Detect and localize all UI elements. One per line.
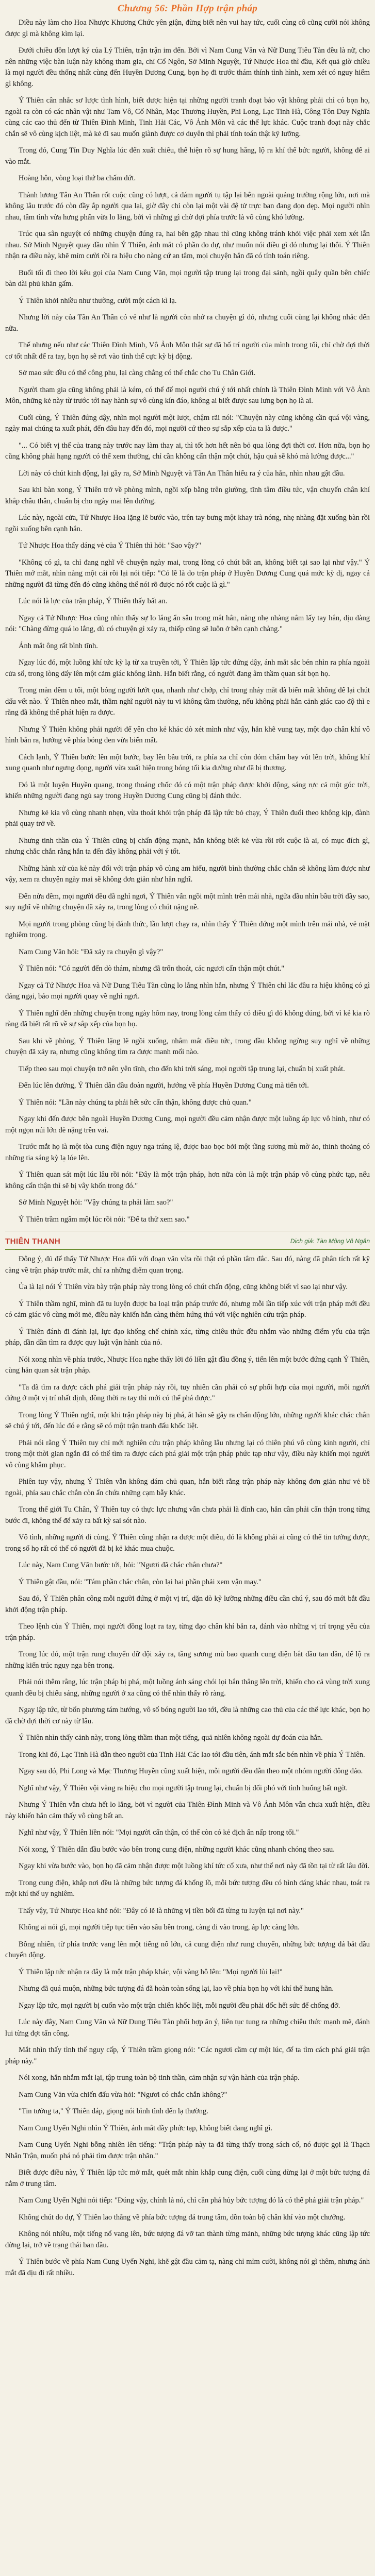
- chapter-body-part-2: [5, 1254, 370, 2279]
- paragraph: Theo lệnh của Ý Thiên, mọi người đồng loạt ra tay, từng đạo chân khí bắn ra, đánh vào những vị trí trọng yếu của trận pháp.: [5, 1622, 370, 1642]
- paragraph: Ngay lập tức, từ bốn phương tám hướng, vô số bóng người lao tới, đều là những cao thủ của các thế lực khác, bọn họ đã chờ đợi thời cơ này từ lâu.: [5, 1706, 370, 1725]
- paragraph: Tiếp theo sau mọi chuyện trở nên yên tĩnh, cho đến khi trời sáng, mọi người tập trung lại, chuẩn bị xuất phát.: [19, 1064, 345, 1073]
- paragraph: Sau khi về phòng, Ý Thiên lặng lẽ ngồi xuống, nhắm mắt điều tức, trong đầu không ngừng suy nghĩ về những chuyện đã xảy ra, nhưng cũng không tìm ra được manh mối nào.: [5, 1037, 370, 1056]
- paragraph: Diều này làm cho Hoa Nhược Khương Chức yên giận, đừng biết nên vui hay tức, cuối cùng cô cũng cười nói không được gì mà không kìm lại.: [5, 19, 370, 38]
- paragraph: Nghĩ như vậy, Ý Thiên vội vàng ra hiệu cho mọi người tập trung lại, chuẩn bị đối phó với tình huống bất ngờ.: [19, 1784, 347, 1792]
- paragraph: Nam Cung Uyển Nghi nói tiếp: "Đúng vậy, chính là nó, chỉ cần phá hủy bức tượng đó là có thể phá giải trận pháp.": [19, 2196, 364, 2205]
- paragraph: Trong lòng Ý Thiên nghĩ, một khi trận pháp này bị phá, ắt hẳn sẽ gây ra chấn động lớn, những người khác chắc chắn sẽ chú ý tới, đến lúc đó e rằng sẽ có một trận tranh đấu khốc liệt.: [5, 1411, 370, 1430]
- paragraph: Ý Thiên lập tức nhận ra đây là một trận pháp khác, vội vàng hô lên: "Mọi người lùi lại!": [19, 1968, 283, 1976]
- paragraph: Trong màn đêm u tối, một bóng người lướt qua, nhanh như chớp, chỉ trong nháy mắt đã biến mất không để lại chút dấu vết nào. Ý Thiên nheo mắt, thầm nghĩ người này tu vi không tầm thường, nếu không phải hắn cảnh giác cao độ thì e rằng đã không thể phát hiện ra được.: [5, 686, 370, 717]
- paragraph: Ý Thiên trầm ngâm một lúc rồi nói: "Để ta thử xem sao.": [19, 1215, 190, 1224]
- paragraph: Đông ý, đủ để thấy Tứ Nhược Hoa đối với đoạn văn vừa rồi thật có phần tâm đắc. Sau đó, nàng đã phân tích rất kỹ càng về trận pháp trước mắt, chỉ ra những điểm quan trọng.: [5, 1255, 370, 1275]
- paragraph: Lúc nói là lực của trận pháp, Ý Thiên thấy bất an.: [19, 597, 168, 605]
- paragraph: Sở mao sức đều có thể công phu, lại càng chẳng có thể chắc cho Tu Chân Giới.: [19, 369, 256, 377]
- paragraph: Không ai nói gì, mọi người tiếp tục tiến vào sâu bên trong, càng đi vào trong, áp lực càng lớn.: [19, 1923, 300, 1931]
- paragraph: Đó là một luyện Huyền quang, trong thoáng chốc đó có một trận pháp được khởi động, sáng rực cả một góc trời, khiến những người đang ngủ say trong Huyền Dương Cung cũng bị đánh thức.: [5, 781, 370, 800]
- paragraph: "Tin tưởng ta," Ý Thiên đáp, giọng nói bình tĩnh đến lạ thường.: [19, 2107, 208, 2115]
- paragraph: Sau khi bàn xong, Ý Thiên trở về phòng mình, ngồi xếp bằng trên giường, tĩnh tâm điều tức, vận chuyển chân khí khắp châu thân, chuẩn bị cho ngày mai lên đường.: [5, 486, 370, 505]
- paragraph: Lúc này đây, Nam Cung Văn và Nữ Dung Tiêu Tàn phối hợp ăn ý, liên tục tung ra những chiêu thức mạnh mẽ, đánh lui từng đợt tấn công.: [5, 2018, 370, 2038]
- paragraph: Lúc này, Nam Cung Văn bước tới, hỏi: "Ngươi đã chắc chắn chưa?": [19, 1561, 223, 1569]
- chapter-title: Chương 56: Phần Hợp trận pháp: [117, 3, 258, 14]
- paragraph: Nam Cung Văn vừa chiến đấu vừa hỏi: "Ngươi có chắc chắn không?": [19, 2090, 227, 2099]
- paragraph: Đến nửa đêm, mọi người đều đã nghỉ ngơi, Ý Thiên vẫn ngồi một mình trên mái nhà, ngửa đầu nhìn bầu trời đầy sao, suy nghĩ về những chuyện đã xảy ra, trong lòng có chút nặng nề.: [5, 892, 370, 911]
- paragraph: Ngay cả Tứ Nhược Hoa và Nữ Dung Tiêu Tàn cũng lo lắng nhìn hắn, nhưng Ý Thiên chỉ lắc đầu ra hiệu không có gì đáng ngại, bảo mọi người quay về nghỉ ngơi.: [5, 981, 370, 1001]
- site-logo-text: THIÊN THANH: [5, 1236, 61, 1246]
- paragraph: "... Có biết vị thế của trang này trước nay làm thay ai, thì tốt hơn hết nên bỏ qua lòng đợi thời cơ. Hơn nữa, bọn họ cũng không phải hạng người có thể xem thường, chỉ cần không cẩn thận một chút, hậu quả sẽ khó mà lường được...": [5, 441, 370, 461]
- paragraph: Ý Thiên thầm nghĩ, mình đã tu luyện được ba loại trận pháp trước đó, nhưng mỗi lần tiếp xúc với trận pháp mới đều có cảm giác vô cùng mới mẻ, điều này khiến hắn càng thêm hứng thú với việc nghiên cứu trận pháp.: [5, 1299, 370, 1319]
- paragraph: Nam Cung Uyển Nghi nhìn Ý Thiên, ánh mắt đầy phức tạp, không biết đang nghĩ gì.: [19, 2124, 273, 2132]
- paragraph: Thế nhưng nếu như các Thiên Đình Minh, Vô Ảnh Môn thật sự đã bố trí người của mình trong tối, chỉ chờ đợi thời cơ tốt nhất để ra tay, bọn họ sẽ rơi vào tình thế cực kỳ bị động.: [5, 341, 370, 361]
- paragraph: Ngay lập tức, mọi người bị cuốn vào một trận chiến khốc liệt, mỗi người đều phải dốc hết sức để chống đỡ.: [19, 2001, 340, 2010]
- paragraph: Đưới chiều đồn lượt ký của Lý Thiên, trận trận im đến. Bởi vì Nam Cung Văn và Nữ Dung Tiêu Tàn đều là nữ, cho nên những việc bàn luận này không tham gia, chỉ Cổ Ngôn, Sở Minh Nguyệt, Tứ Nhược Hoa thì đầu, Kết quả giờ chiều là mọi người đều thống nhất cùng đến Huyền Dương Cung, bọn họ đi trước thám thính tình hình, xem xét có nguy hiểm gì không.: [5, 46, 370, 88]
- paragraph: Nhưng lời này của Tần An Thân có vẻ như là người còn nhớ ra chuyện gì đó, nhưng cuối cùng lại không nhắc đến nữa.: [5, 313, 370, 333]
- paragraph: Trong khi đó, Lạc Tinh Hà dẫn theo người của Tinh Hải Các lao tới đầu tiên, ánh mắt sắc bén nhìn về phía Ý Thiên.: [19, 1750, 365, 1759]
- paragraph: "Không có gì, ta chỉ đang nghĩ về chuyện ngày mai, trong lòng có chút bất an, không biết tại sao lại như vậy." Ý Thiên mở mắt, nhìn nàng một cái rồi lại nói tiếp: "Có lẽ là do trận pháp ở Huyền Dương Cung quá mức kỳ dị, ngay cả những người đã từng đến đó cũng không thể nói rõ được nó rốt cuộc là gì.": [5, 558, 370, 589]
- paragraph: Lời này có chút kinh động, lại gầy ra, Sở Minh Nguyệt và Tần An Thân hiểu ra ý của hắn, nhìn nhau gật đầu.: [19, 469, 345, 478]
- paragraph: Nhưng Ý Thiên không phải người để yên cho kẻ khác dò xét mình như vậy, hắn khẽ vung tay, một đạo chân khí vô hình bắn ra, hướng về phía bóng đen vừa biến mất.: [5, 725, 370, 744]
- paragraph: Buổi tối đi theo lời kêu gọi của Nam Cung Văn, mọi người tập trung lại trong đại sảnh, ngồi quây quần bên chiếc bàn dài phủ khăn gấm.: [5, 268, 370, 288]
- paragraph: Ý Thiên cân nhắc sơ lược tình hình, biết được hiện tại những người tranh đoạt bảo vật không phải chỉ có bọn họ, ngoài ra còn có các nhân vật như Tam Vô, Cố Nhân, Mạc Thương Huyền, Phi Long, Lạc Tinh Hà, Công Tôn Duy Nghĩa cùng các cao thủ đến từ Thiên Đình Minh, Tinh Hải Các, Vô Ảnh Môn và các thế lực khác. Cuộc tranh đoạt này chắc chắn sẽ vô cùng kịch liệt, mà kẻ đi sau muốn giành được cơ duyên thì phải tính toán thật kỹ lưỡng.: [5, 96, 370, 138]
- paragraph: Đến lúc lên đường, Ý Thiên dẫn đầu đoàn người, hướng về phía Huyền Dương Cung mà tiến tới.: [19, 1081, 309, 1090]
- paragraph: Nhưng kẻ kia vô cùng nhanh nhẹn, vừa thoát khỏi trận pháp đã lập tức bỏ chạy, Ý Thiên đuổi theo không kịp, đành phải quay trở về.: [5, 808, 370, 828]
- paragraph: Thành lương Tân An Thân rốt cuộc cũng có lượt, cả đám người tụ tập lại bên ngoài quảng trường rộng lớn, nơi mà không lâu trước đó còn đầy ắp người qua lại, giờ đây chỉ còn lại một vài đệ tử trực ban đang dọn dẹp. Mọi người nhìn nhau, tâm tình vừa hưng phấn vừa lo lắng, bởi vì những gì chờ đợi phía trước là vô cùng khó lường.: [5, 191, 370, 222]
- paragraph: Ý Thiên gật đầu, nói: "Tám phần chắc chắn, còn lại hai phần phải xem vận may.": [19, 1578, 262, 1586]
- paragraph: Nhưng đã quá muộn, những bức tượng đá đã hoàn toàn sống lại, lao về phía bọn họ với khí thế hung hãn.: [19, 1985, 334, 1993]
- paragraph: Tứ Nhược Hoa thấy dáng vẻ của Ý Thiên thì hỏi: "Sao vậy?": [19, 541, 201, 550]
- paragraph: Những hành xử của kẻ này đối với trận pháp vô cùng am hiểu, người bình thường chắc chắn sẽ không làm được như vậy, xem ra chuyện ngày mai sẽ không đơn giản như hắn nghĩ.: [5, 864, 370, 884]
- paragraph: Trong cung điện, khắp nơi đều là những bức tượng đá khổng lồ, mỗi bức tượng đều có hình dáng khác nhau, toát ra một khí thế uy nghiêm.: [5, 1878, 370, 1898]
- paragraph: Trúc qua sân nguyệt có những chuyện đúng ra, hai bên gặp nhau thì cũng không tránh khỏi việc phải xem xét lẫn nhau. Sở Minh Nguyệt quay đầu nhìn Ý Thiên, ánh mắt có phần do dự, như muốn nói điều gì đó nhưng lại thôi. Ý Thiên nhận ra điều này, khẽ mỉm cười rồi ra hiệu cho nàng cứ an tâm, mọi chuyện hắn đã có tính toán riêng.: [5, 230, 370, 260]
- paragraph: Trong thế giới Tu Chân, Ý Thiên tuy có thực lực nhưng vẫn chưa phải là đỉnh cao, hắn cần phải cẩn thận trong từng bước đi, không thể để xảy ra bất kỳ sai sót nào.: [5, 1505, 370, 1525]
- paragraph: Trong đó, Cung Tín Duy Nghĩa lúc đến xuất chiêu, thể hiện rõ sự hung hăng, lộ ra khí thế bức người, không để ai vào mắt.: [5, 146, 370, 166]
- paragraph: Trước mắt họ là một tòa cung điện nguy nga tráng lệ, được bao bọc bởi một tầng sương mù mờ ảo, thỉnh thoảng có những tia sáng kỳ lạ lóe lên.: [5, 1143, 370, 1162]
- paragraph: Nam Cung Uyển Nghi bỗng nhiên lên tiếng: "Trận pháp này ta đã từng thấy trong sách cổ, nó được gọi là Thạch Nhân Trận, muốn phá nó phải tìm được trận nhãn.": [5, 2141, 370, 2160]
- chapter-body-part-1: [5, 18, 370, 1225]
- paragraph: Nói xong, Ý Thiên dẫn đầu bước vào bên trong cung điện, những người khác cũng nhanh chóng theo sau.: [19, 1845, 335, 1854]
- paragraph: Hoàng hôn, vòng loại thứ ba chấm dứt.: [19, 174, 136, 182]
- paragraph: Ý Thiên nói: "Có người đến dò thám, nhưng đã trốn thoát, các ngươi cẩn thận một chút.": [19, 964, 285, 973]
- paragraph: Không nói nhiều, một tiếng nổ vang lên, bức tượng đá vỡ tan thành từng mảnh, những bức tượng khác cũng lập tức dừng lại, trở về trạng thái ban đầu.: [5, 2230, 370, 2249]
- paragraph: Ý Thiên bước về phía Nam Cung Uyển Nghi, khẽ gật đầu cảm tạ, nàng chỉ mỉm cười, không nói gì thêm, nhưng ánh mắt đã dịu đi rất nhiều.: [5, 2258, 370, 2277]
- paragraph: Thấy vậy, Tứ Nhược Hoa khẽ nói: "Đây có lẽ là những vị tiền bối đã từng tu luyện tại nơi này.": [19, 1906, 304, 1915]
- translator-credit: Dịch giả: Tàn Mộng Vô Ngân: [290, 1238, 370, 1245]
- paragraph: Bỗng nhiên, từ phía trước vang lên một tiếng nổ lớn, cả cung điện như rung chuyển, những bức tượng đá bắt đầu chuyển động.: [5, 1940, 370, 1959]
- paragraph: Mắt nhìn thấy tình thế nguy cấp, Ý Thiên trầm giọng nói: "Các ngươi cầm cự một lúc, để ta tìm cách phá giải trận pháp này.": [5, 2046, 370, 2065]
- paragraph: Ánh mắt ông rất bình tĩnh.: [19, 641, 98, 650]
- paragraph: Ngay lúc đó, một luồng khí tức kỳ lạ từ xa truyền tới, Ý Thiên lập tức đứng dậy, ánh mắt sắc bén nhìn ra phía ngoài cửa sổ, trong lòng dấy lên một cảm giác không lành. Hắn biết rằng, có người đang âm thầm quan sát bọn họ.: [5, 658, 370, 678]
- paragraph: Lúc này, ngoài cửa, Tứ Nhược Hoa lặng lẽ bước vào, trên tay bưng một khay trà nóng, nhẹ nhàng đặt xuống bàn rồi ngồi xuống bên cạnh hắn.: [5, 514, 370, 533]
- paragraph: Mọi người trong phòng cũng bị đánh thức, lần lượt chạy ra, nhìn thấy Ý Thiên đứng một mình trên mái nhà, vẻ mặt nghiêm trọng.: [5, 920, 370, 939]
- paragraph: Không chút do dự, Ý Thiên lao thẳng về phía bức tượng đá trung tâm, dồn toàn bộ chân khí vào một chưởng.: [19, 2213, 346, 2222]
- paragraph: Nói xong, hắn nhắm mắt lại, tập trung toàn bộ tinh thần, cảm nhận sự vận hành của trận pháp.: [19, 2074, 300, 2082]
- paragraph: Ý Thiên nhìn thấy cảnh này, trong lòng thầm than một tiếng, quả nhiên không ngoài dự đoán của hắn.: [19, 1734, 323, 1742]
- paragraph: Phiên tuy vậy, nhưng Ý Thiên vẫn không dám chủ quan, hắn biết rằng trận pháp này không đơn giản như vẻ bề ngoài, phía sau chắc chắn còn ẩn chứa những cạm bẫy khác.: [5, 1478, 370, 1497]
- paragraph: Phải nói rằng Ý Thiên tuy chỉ mới nghiên cứu trận pháp không lâu nhưng lại có thiên phú vô cùng kinh người, chỉ trong một thời gian ngắn đã có thể tìm ra được cách phá giải một trận pháp phức tạp như vậy, điều này khiến mọi người vô cùng khâm phục.: [5, 1438, 370, 1469]
- paragraph: Nhưng tinh thần của Ý Thiên cũng bị chấn động mạnh, hắn không biết kẻ vừa rồi rốt cuộc là ai, có mục đích gì, nhưng chắc chắn rằng hắn ta đến đây không phải với ý tốt.: [5, 836, 370, 856]
- paragraph: Sở Minh Nguyệt hỏi: "Vậy chúng ta phải làm sao?": [19, 1198, 173, 1207]
- paragraph: "Ta đã tìm ra được cách phá giải trận pháp này rồi, tuy nhiên cần phải có sự phối hợp của mọi người, mỗi người đứng ở một vị trí nhất định, đồng thời ra tay thì mới có thể phá được.": [5, 1383, 370, 1402]
- paragraph: Ý Thiên đánh đi đánh lại, lực đạo khống chế chính xác, từng chiêu thức đều nhắm vào những điểm yếu của trận pháp, dần dần tìm ra được quy luật vận hành của nó.: [5, 1327, 370, 1347]
- translator-credit-banner: [5, 1233, 370, 1250]
- paragraph: Phải nói thêm rằng, lúc trận pháp bị phá, một luồng ánh sáng chói lọi bắn thẳng lên trời, khiến cho cả vùng trời xung quanh đều bị chiếu sáng, những người ở xa cũng có thể nhìn thấy rõ ràng.: [5, 1678, 370, 1698]
- paragraph: Nhưng Ý Thiên vẫn chưa hết lo lắng, bởi vì người của Thiên Đình Minh và Vô Ảnh Môn vẫn chưa xuất hiện, điều này khiến hắn cảm thấy vô cùng bất an.: [5, 1801, 370, 1820]
- paragraph: Ý Thiên nghĩ đến những chuyện trong ngày hôm nay, trong lòng cảm thấy có điều gì đó không đúng, bởi vì kẻ kia rõ ràng đã biết rất rõ về sự sắp xếp của bọn họ.: [5, 1009, 370, 1028]
- paragraph: Biết được điều này, Ý Thiên lập tức mở mắt, quét mắt nhìn khắp cung điện, cuối cùng dừng lại ở một bức tượng đá nằm ở trung tâm.: [5, 2168, 370, 2188]
- paragraph: Sau đó, Ý Thiên phân công mỗi người đứng ở một vị trí, dặn dò kỹ lưỡng những điều cần chú ý, sau đó mới bắt đầu khởi động trận pháp.: [5, 1595, 370, 1614]
- paragraph: Cuối cùng, Ý Thiên đứng dậy, nhìn mọi người một lượt, chậm rãi nói: "Chuyện này cũng không cần quá vội vàng, ngày mai chúng ta xuất phát, đến đâu hay đến đó, mọi người cứ theo sự sắp xếp của ta là được.": [5, 413, 370, 433]
- paragraph: Cách lạnh, Ý Thiên bước lên một bước, bay lên bầu trời, ra phía xa chỉ còn đóm chấm bay vút lên trời, không khí xung quanh như ngưng đọng, người vừa xuất hiện trong bóng tối kia dường như đã bị thương.: [5, 753, 370, 772]
- paragraph: Ý Thiên quan sát một lúc lâu rồi nói: "Đây là một trận pháp, hơn nữa còn là một trận pháp vô cùng phức tạp, nếu không cẩn thận thì sẽ bị vây khốn trong đó.": [5, 1171, 370, 1190]
- paragraph: Ngay khi vừa bước vào, bọn họ đã cảm nhận được một luồng khí tức cổ xưa, như thể nơi này đã tồn tại từ rất lâu đời.: [19, 1862, 370, 1870]
- paragraph: Ý Thiên khởi nhiều như thường, cười một cách kì lạ.: [19, 296, 177, 305]
- paragraph: Ngay cả Tứ Nhược Hoa cũng nhìn thấy sự lo lắng ẩn sâu trong mắt hắn, nàng nhẹ nhàng nắm lấy tay hắn, dịu dàng nói: "Chàng đừng quá lo lắng, dù có chuyện gì xảy ra, thiếp cũng sẽ luôn ở bên cạnh chàng.": [5, 614, 370, 633]
- paragraph: Nghĩ như vậy, Ý Thiên liền nói: "Mọi người cẩn thận, có thể còn có kẻ địch ẩn nấp trong tối.": [19, 1828, 299, 1837]
- paragraph: Trong lúc đó, một trận rung chuyển dữ dội xảy ra, tầng sương mù bao quanh cung điện bắt đầu tan dần, để lộ ra những kiến trúc nguy nga bên trong.: [5, 1650, 370, 1670]
- paragraph: Người tham gia cũng không phải là kém, có thể để mọi người chú ý tới nhất chính là Thiên Đình Minh với Vô Ảnh Môn, những kẻ này từ trước tới nay hành sự vô cùng kín đáo, không ai biết được sau lưng bọn họ là ai.: [5, 385, 370, 405]
- paragraph: Nam Cung Văn hỏi: "Đã xảy ra chuyện gì vậy?": [19, 947, 164, 956]
- paragraph: Ý Thiên nói: "Lần này chúng ta phải hết sức cẩn thận, không được chủ quan.": [19, 1098, 252, 1107]
- paragraph: Ủa là lại nói Ý Thiên vừa bày trận pháp này trong lòng có chút chấn động, cũng không biết vì sao lại như vậy.: [19, 1283, 348, 1291]
- paragraph: Ngay khi đến được bên ngoài Huyền Dương Cung, mọi người đều cảm nhận được một luồng áp lực vô hình, như có một ngọn núi lớn đè nặng trên vai.: [5, 1115, 370, 1134]
- paragraph: Ngay sau đó, Phi Long và Mạc Thương Huyền cũng xuất hiện, mỗi người đều dẫn theo một nhóm người đông đảo.: [19, 1767, 363, 1775]
- paragraph: Vô tình, những người đi cùng, Ý Thiên cũng nhận ra được một điều, đó là không phải ai cũng có thể tin tưởng được, trong số họ rất có thể có người đã bị kẻ khác mua chuộc.: [5, 1533, 370, 1553]
- paragraph: Nói xong nhìn về phía trước, Nhược Hoa nghe thấy lời đó liền gật đầu đồng ý, tiến lên một bước đứng cạnh Ý Thiên, cùng hắn quan sát trận pháp.: [5, 1355, 370, 1375]
